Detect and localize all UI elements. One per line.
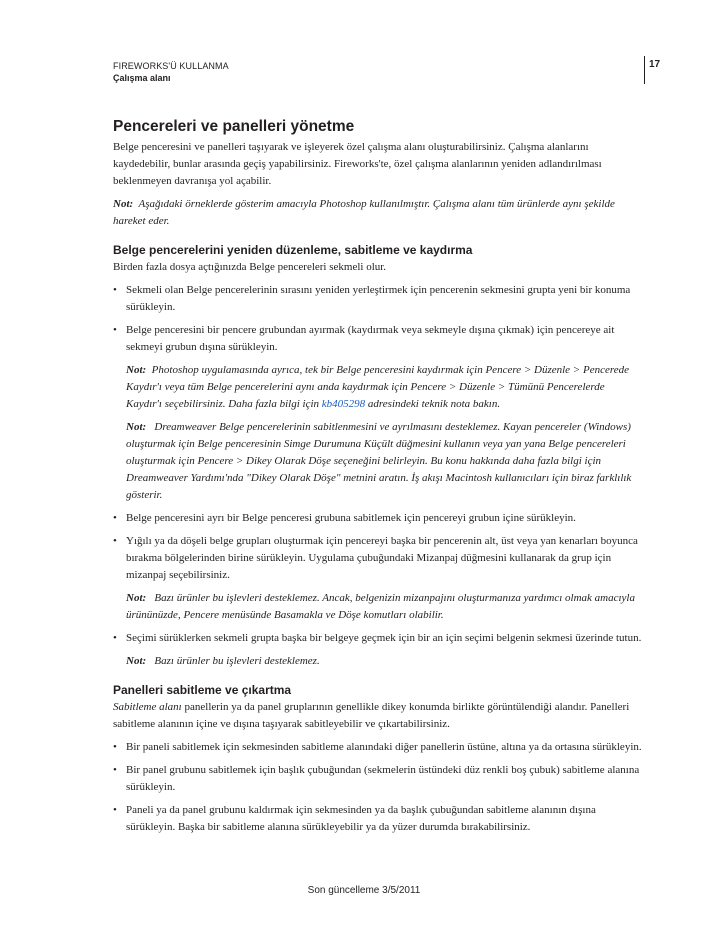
bullet-list: [113, 739, 643, 836]
list-item-text: Belge penceresini ayrı bir Belge penceresi grubuna sabitlemek için pencereyi grubun içine sürükleyin.: [126, 512, 576, 524]
note-text: Bazı ürünler bu işlevleri desteklemez.: [154, 655, 320, 667]
note-text: Dreamweaver Belge pencerelerinin sabitlenmesini ve ayrılmasını desteklemez. Kayan pencereler (Windows) oluşturmak için Belge penceresinin Simge Durumuna Küçült düğmesini kullanın veya yan yana Belge pencereleri oluşturmak için Pencere > Dikey Olarak Döşe seçeneğini belirleyin. Bu konu hakkında daha fazla bilgi için Dreamweaver Yardımı'nda "Dikey Olarak Döşe" metnini aratın. İş akışı Macintosh kullanıcıları için biraz farklılık gösterir.: [126, 421, 632, 501]
bullet-icon: •: [113, 284, 117, 296]
page-title: Pencereleri ve panelleri yönetme: [113, 118, 355, 135]
note-label: Not:: [126, 421, 147, 433]
note-text: Aşağıdaki örneklerde gösterim amacıyla Photoshop kullanılmıştır. Çalışma alanı tüm ürünlerde aynı şekilde hareket eder.: [113, 198, 615, 227]
note-label: Not:: [126, 364, 147, 376]
note-label: Not:: [126, 655, 147, 667]
note-text: Photoshop uygulamasında ayrıca, tek bir Belge penceresini kaydırmak için Pencere > Düzenle > Pencerede Kaydır'ı veya tüm Belge pencerelerini aynı anda kaydırmak için Pencere > Düzenle > Tümünü Pencerelerde Kaydır'ı seçebilirsiniz. Daha fazla bilgi için: [126, 364, 629, 410]
running-header: [113, 60, 229, 84]
section-heading-documents: Belge pencerelerini yeniden düzenleme, sabitleme ve kaydırma: [113, 243, 473, 257]
header-divider: [644, 56, 645, 84]
section-intro-text: panellerin ya da panel gruplarının genellikle dikey konumda birlikte görüntülendiği alandır. Panelleri sabitleme alanının içine ve dışına taşıyarak sabitleyebilir ve çıkartabilirsiniz.: [113, 701, 630, 730]
chapter-title: FIREWORKS'Ü KULLANMA: [113, 61, 229, 71]
list-item: [113, 739, 643, 756]
bullet-list: [113, 630, 643, 647]
list-item-text: Belge penceresini bir pencere grubundan ayırmak (kaydırmak veya sekmeyle dışına çıkmak) için pencereye ait sekmeyi grubun dışına sürükleyin.: [126, 324, 615, 353]
bullet-icon: •: [113, 512, 117, 524]
note-text: adresindeki teknik nota bakın.: [365, 398, 501, 410]
bullet-icon: •: [113, 535, 117, 547]
list-item: [113, 762, 643, 796]
bullet-list: [113, 282, 643, 356]
list-item: [113, 510, 643, 527]
note: [126, 419, 643, 504]
section-heading-panels: Panelleri sabitleme ve çıkartma: [113, 683, 292, 697]
list-item-text: Paneli ya da panel grubunu kaldırmak için sekmesinden ya da başlık çubuğundan sabitleme alanının dışına sürükleyin. Başka bir sabitleme alanına sürükleyebilir ya da yüzer durumda bırakabilirsiniz.: [126, 804, 596, 833]
bullet-icon: •: [113, 632, 117, 644]
note: [113, 196, 643, 230]
intro-paragraph: Belge penceresini ve panelleri taşıyarak ve işleyerek özel çalışma alanı oluşturabilirsiniz. Çalışma alanlarını kaydedebilir, bunlar arasında geçiş yapabilirsiniz. Fireworks'te, özel çalışma alanlarının yeniden adlandırılması beklenmeyen davranışa yol açabilir.: [113, 141, 602, 187]
page-content: [113, 116, 643, 842]
list-item-text: Yığılı ya da döşeli belge grupları oluşturmak için pencereyi başka bir pencerenin alt, üst veya yan kenarları boyunca bırakma bölgelerinden birine sürükleyin. Uygulama çubuğundaki Mizanpaj düğmesini kullanarak da grup için mizanpaj seçebilirsiniz.: [126, 535, 638, 581]
section-intro: [113, 699, 643, 733]
note-label: Not:: [113, 198, 134, 210]
kb-link[interactable]: kb405298: [321, 398, 366, 410]
list-item-text: Bir panel grubunu sabitlemek için başlık çubuğundan (sekmelerin üstündeki düz renkli boş çubuk) sabitleme alanına sürükleyin.: [126, 764, 640, 793]
list-item: [113, 802, 643, 836]
note-text: Bazı ürünler bu işlevleri desteklemez. Ancak, belgenizin mizanpajını oluşturmanıza yardımcı olmak amacıyla ürününüzde, Pencere menüsünde Basamakla ve Döşe komutları olabilir.: [126, 592, 635, 621]
bullet-icon: •: [113, 324, 117, 336]
page-number: 17: [649, 59, 661, 70]
page-footer: Son güncelleme 3/5/2011: [307, 885, 421, 896]
note: [126, 590, 643, 624]
list-item-text: Bir paneli sabitlemek için sekmesinden sabitleme alanındaki diğer panellerin üstüne, altına ya da ortasına sürükleyin.: [126, 741, 642, 753]
note: [126, 653, 643, 670]
bullet-icon: •: [113, 804, 117, 816]
list-item: [113, 282, 643, 316]
section-title: Çalışma alanı: [113, 73, 171, 83]
list-item: [113, 630, 643, 647]
list-item-text: Seçimi sürüklerken sekmeli grupta başka bir belgeye geçmek için bir an için seçimi belgenin sekmesi üzerinde tutun.: [126, 632, 642, 644]
list-item: [113, 322, 643, 356]
list-item-text: Sekmeli olan Belge pencerelerinin sırasını yeniden yerleştirmek için pencerenin sekmesini grupta yeni bir konuma sürükleyin.: [126, 284, 631, 313]
bullet-icon: •: [113, 741, 117, 753]
note-label: Not:: [126, 592, 147, 604]
note: [126, 362, 643, 413]
bullet-icon: •: [113, 764, 117, 776]
term: Sabitleme alanı: [113, 701, 182, 713]
section-intro: Birden fazla dosya açtığınızda Belge pencereleri sekmeli olur.: [113, 261, 387, 273]
bullet-list: [113, 510, 643, 584]
list-item: [113, 533, 643, 584]
